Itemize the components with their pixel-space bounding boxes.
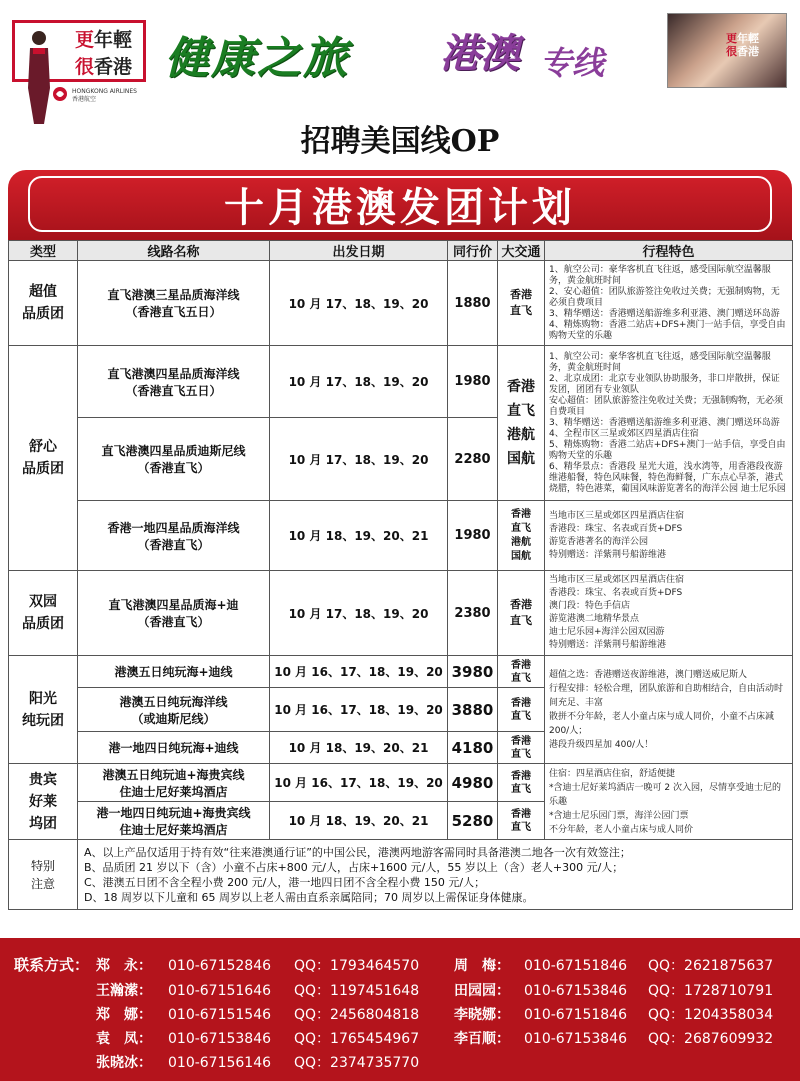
price-cell: 1980 — [448, 501, 498, 571]
price-cell: 2280 — [448, 418, 498, 501]
transport-cell: 香港 直飞 港航 国航 — [498, 501, 545, 571]
promo-photo — [667, 13, 787, 88]
features-cell: 当地市区三星或郊区四星酒店住宿 香港段：珠宝、名表或百货+DFS 澳门段：特色手信店 游览港澳二地精华景点 迪士尼乐园+海洋公园双园游 特别赠送：洋紫荆号船游维港 — [545, 571, 793, 656]
price-cell: 1880 — [448, 261, 498, 346]
features-cell: 当地市区三星或郊区四星酒店住宿 香港段：珠宝、名表或百货+DFS 游览香港著名的海洋公园 特别赠送：洋紫荆号船游维港 — [545, 501, 793, 571]
route-cell: 直飞港澳四星品质迪斯尼线 （香港直飞） — [78, 418, 270, 501]
contact-entry: 李晓娜： 010-67151846 QQ：1204358034 — [454, 1007, 774, 1023]
hongkong-airlines-logo-icon — [52, 86, 68, 102]
contact-label: 联系方式： — [14, 956, 90, 974]
category-cell: 舒心 品质团 — [9, 346, 78, 571]
features-cell: 住宿：四星酒店住宿，舒适便捷 *含迪士尼好莱坞酒店一晚可 2 次入园，尽情享受迪士尼的乐趣 *含迪士尼乐园门票，海洋公园门票 不分年龄，老人小童占床与成人同价 — [545, 764, 793, 840]
title-banner — [8, 170, 792, 240]
table-row — [9, 346, 793, 418]
header — [0, 0, 800, 125]
price-cell: 3980 — [448, 656, 498, 688]
transport-cell: 香港 直飞 — [498, 802, 545, 840]
route-cell: 港澳五日纯玩海洋线 （或迪斯尼线） — [78, 688, 270, 732]
date-cell: 10 月 16、17、18、19、20 — [270, 688, 448, 732]
transport-cell: 香港 直飞 港航 国航 — [498, 346, 545, 501]
date-cell: 10 月 18、19、20、21 — [270, 802, 448, 840]
airline-name: HONGKONG AIRLINES 香港航空 — [72, 88, 137, 103]
table-header-row — [9, 241, 793, 261]
transport-cell: 香港 直飞 — [498, 571, 545, 656]
hk-slogan-line1: 更年輕 — [75, 29, 133, 51]
date-cell: 10 月 17、18、19、20 — [270, 418, 448, 501]
table-row — [9, 261, 793, 346]
col-transport: 大交通 — [498, 241, 545, 261]
price-cell: 4980 — [448, 764, 498, 802]
tour-plan-table — [8, 240, 793, 910]
route-cell: 直飞港澳四星品质海+迪 （香港直飞） — [78, 571, 270, 656]
route-cell: 港澳五日纯玩海+迪线 — [78, 656, 270, 688]
date-cell: 10 月 16、17、18、19、20 — [270, 656, 448, 688]
photo-slogan: 更年輕 很香港 — [726, 32, 759, 58]
slogan-health-trip: 健康之旅 — [165, 33, 349, 84]
contact-section — [0, 938, 800, 1081]
contact-entry: 袁 凤： 010-67153846 QQ：1765454967 — [96, 1031, 420, 1047]
category-cell: 超值 品质团 — [9, 261, 78, 346]
date-cell: 10 月 17、18、19、20 — [270, 571, 448, 656]
table-row — [9, 501, 793, 571]
recruit-heading: 招聘美国线OP — [300, 124, 500, 159]
features-cell: 1、航空公司：豪华客机直飞往返，感受国际航空温馨服务，黄金航班时间 2、安心超值：团队旅游签注免收过关费；无强制购物，无必须自费项目 3、精华赠送：香港赠送船游维多利亚港、澳门赠送环岛游 4、精炼购物：香港二站店+DFS+澳门一站手信，享受自由购物天堂的乐趣 — [545, 261, 793, 346]
note-d: D、18 周岁以下儿童和 65 周岁以上老人需由直系亲属陪同；70 周岁以上需保证身体健康。 — [84, 890, 534, 904]
table-row — [9, 764, 793, 802]
category-cell: 双园 品质团 — [9, 571, 78, 656]
col-features: 行程特色 — [545, 241, 793, 261]
route-cell: 直飞港澳四星品质海洋线 （香港直飞五日） — [78, 346, 270, 418]
features-cell: 1、航空公司：豪华客机直飞往返，感受国际航空温馨服务，黄金航班时间 2、北京成团：北京专业领队协助服务，非口岸散拼，保证发团，团团有专业领队 安心超值：团队旅游签注免收过关费；无强制购物，无必须自费项目 3、精华赠送：香港赠送船游维多利亚港、澳门赠送环岛游 4、全程市区三星或郊区四星酒店住宿 5、精炼购物：香港二站店+DFS+澳门一站手信，享受自由购物天堂的乐趣 6、精华景点：香港段 星光大道，浅水湾等，用香港段夜游维港船餐，特色风味餐，特色海鲜餐，广东点心早茶，港式烧腊，特色港菜，葡国风味游览著名的海洋公园 迪士尼乐园 — [545, 346, 793, 501]
slogan-special-line: 专线 — [540, 44, 605, 82]
transport-cell: 香港 直飞 — [498, 261, 545, 346]
col-route: 线路名称 — [78, 241, 270, 261]
route-cell: 港一地四日纯玩迪+海贵宾线 住迪士尼好莱坞酒店 — [78, 802, 270, 840]
transport-cell: 香港 直飞 — [498, 656, 545, 688]
contact-entry: 田园园： 010-67153846 QQ：1728710791 — [454, 983, 774, 999]
price-cell: 2380 — [448, 571, 498, 656]
note-c: C、港澳五日团不含全程小费 200 元/人，港一地四日团不含全程小费 150 元/人； — [84, 875, 486, 889]
price-cell: 4180 — [448, 732, 498, 764]
notes-cell — [78, 840, 793, 910]
price-cell: 5280 — [448, 802, 498, 840]
transport-cell: 香港 直飞 — [498, 732, 545, 764]
date-cell: 10 月 16、17、18、19、20 — [270, 764, 448, 802]
table-row — [9, 571, 793, 656]
contact-entry: 郑 娜： 010-67151546 QQ：2456804818 — [96, 1007, 420, 1023]
contact-entry: 张晓冰： 010-67156146 QQ：2374735770 — [96, 1055, 420, 1071]
route-cell: 香港一地四星品质海洋线 （香港直飞） — [78, 501, 270, 571]
price-cell: 1980 — [448, 346, 498, 418]
route-cell: 港澳五日纯玩迪+海贵宾线 住迪士尼好莱坞酒店 — [78, 764, 270, 802]
route-cell: 直飞港澳三星品质海洋线 （香港直飞五日） — [78, 261, 270, 346]
date-cell: 10 月 17、18、19、20 — [270, 346, 448, 418]
route-cell: 港一地四日纯玩海+迪线 — [78, 732, 270, 764]
transport-cell: 香港 直飞 — [498, 688, 545, 732]
date-cell: 10 月 17、18、19、20 — [270, 261, 448, 346]
col-date: 出发日期 — [270, 241, 448, 261]
col-price: 同行价 — [448, 241, 498, 261]
contact-entry: 周 梅： 010-67151846 QQ：2621875637 — [454, 958, 774, 974]
hk-slogan-line2: 很香港 — [75, 56, 133, 78]
date-cell: 10 月 18、19、20、21 — [270, 732, 448, 764]
transport-cell: 香港 直飞 — [498, 764, 545, 802]
page-title: 十月港澳发团计划 — [224, 185, 576, 231]
price-cell: 3880 — [448, 688, 498, 732]
date-cell: 10 月 18、19、20、21 — [270, 501, 448, 571]
contact-entry: 郑 永： 010-67152846 QQ：1793464570 — [96, 958, 420, 974]
notes-label: 特别 注意 — [9, 840, 78, 910]
category-cell: 阳光 纯玩团 — [9, 656, 78, 764]
contact-entry: 李百顺： 010-67153846 QQ：2687609932 — [454, 1031, 774, 1047]
note-b: B、品质团 21 岁以下（含）小童不占床+800 元/人，占床+1600 元/人，55 岁以上（含）老人+300 元/人； — [84, 860, 624, 874]
stewardess-icon — [22, 28, 56, 128]
slogan-hkmo: 港澳 — [440, 31, 520, 77]
note-a: A、以上产品仅适用于持有效“往来港澳通行证”的中国公民，港澳两地游客需同时具备港澳二地各一次有效签注； — [84, 845, 631, 859]
notes-row — [9, 840, 793, 910]
features-cell: 超值之选：香港赠送夜游维港，澳门赠送威尼斯人 行程安排：轻松合理，团队旅游和自助相结合，自由活动时间充足、丰富 散拼不分年龄，老人小童占床与成人同价，小童不占床减 200/人； 港段升级四星加 400/人！ — [545, 656, 793, 764]
table-row — [9, 656, 793, 688]
category-cell: 贵宾 好莱 坞团 — [9, 764, 78, 840]
col-type: 类型 — [9, 241, 78, 261]
contact-entry: 王瀚潆： 010-67151646 QQ：1197451648 — [96, 983, 420, 999]
